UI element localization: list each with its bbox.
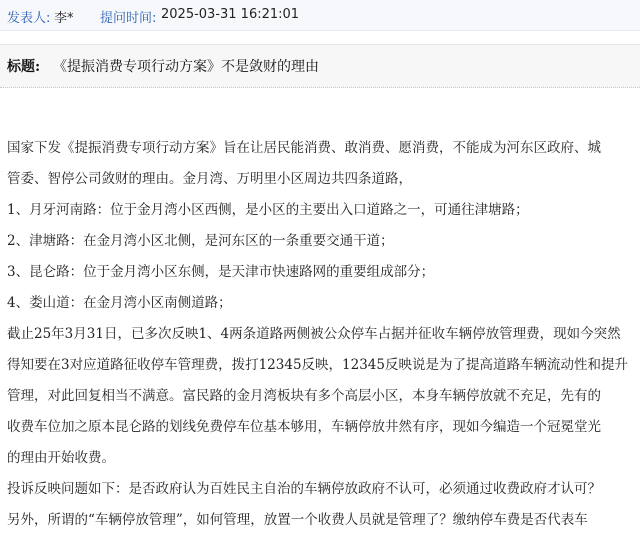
title-label: 标题: xyxy=(7,59,41,75)
body-line: 投诉反映问题如下：是否政府认为百姓民主自治的车辆停放政府不认可，必须通过收费政府才认可？ xyxy=(7,481,601,497)
post-body xyxy=(7,133,635,536)
body-line: 管委、智停公司敛财的理由。金月湾、万明里小区周边共四条道路， xyxy=(7,171,412,187)
body-line: 国家下发《提振消费专项行动方案》旨在让居民能消费、敢消费、愿消费，不能成为河东区政府、城 xyxy=(7,140,601,156)
body-line: 4、娄山道：在金月湾小区南侧道路； xyxy=(7,295,232,311)
body-line: 2、津塘路：在金月湾小区北侧，是河东区的一条重要交通干道； xyxy=(7,233,394,249)
post-time-label: 提问时间: xyxy=(100,11,157,26)
post-title: 《提振消费专项行动方案》不是敛财的理由 xyxy=(53,59,319,75)
body-line: 3、昆仑路：位于金月湾小区东侧，是天津市快速路网的重要组成部分； xyxy=(7,264,435,280)
body-line: 另外，所谓的“车辆停放管理”，如何管理，放置一个收费人员就是管理了？缴纳停车费是否代表车 xyxy=(7,512,588,528)
body-line: 收费车位加之原本昆仑路的划线免费停车位基本够用，车辆停放井然有序，现如今编造一个冠冕堂光 xyxy=(7,419,601,435)
body-line: 得知要在3对应道路征收停车管理费，拨打12345反映，12345反映说是为了提高道路车辆流动性和提升 xyxy=(7,357,628,373)
body-line: 截止25年3月31日，已多次反映1、4两条道路两侧被公众停车占据并征收车辆停放管理费，现如今突然 xyxy=(7,326,621,342)
post-title-bar xyxy=(0,44,640,88)
poster-label: 发表人: xyxy=(7,11,51,26)
body-line: 1、月牙河南路：位于金月湾小区西侧，是小区的主要出入口道路之一，可通往津塘路； xyxy=(7,202,529,218)
body-line: 管理，对此回复相当不满意。富民路的金月湾板块有多个高层小区，本身车辆停放就不充足，先有的 xyxy=(7,388,601,404)
body-line: 的理由开始收费。 xyxy=(7,450,115,466)
post-meta-bar xyxy=(0,0,640,31)
poster-name: 李* xyxy=(54,11,74,26)
post-time-value: 2025-03-31 16:21:01 xyxy=(161,7,300,22)
